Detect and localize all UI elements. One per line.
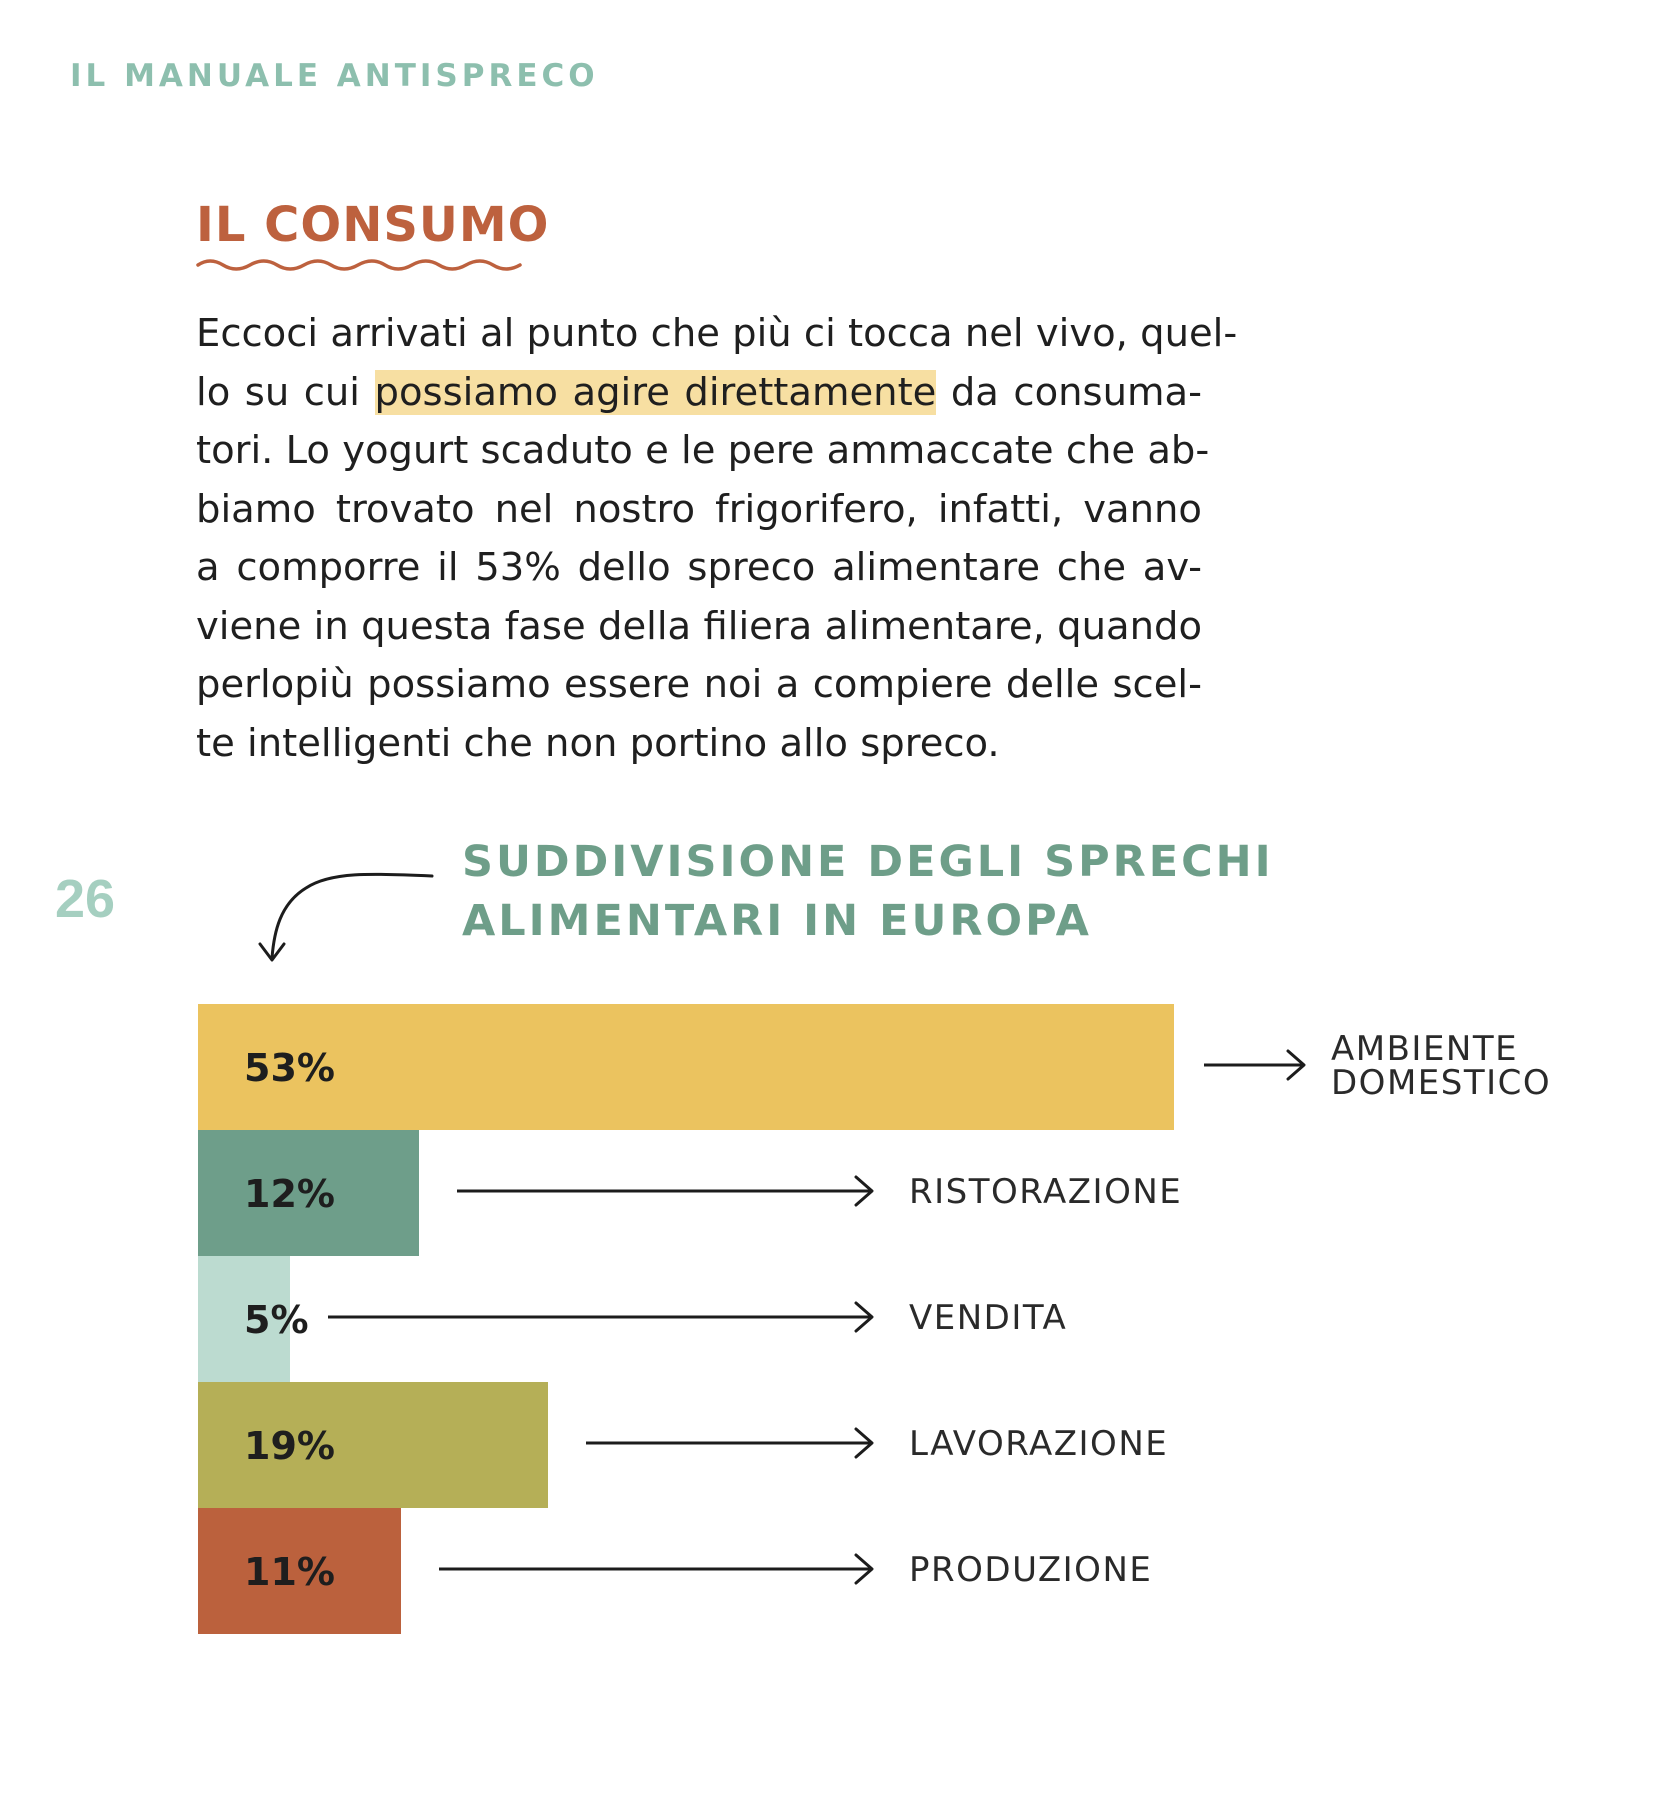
paragraph-text: tori. Lo yogurt scaduto e le pere ammaccate che ab- (196, 428, 1210, 473)
bar-value-label: 5% (244, 1298, 309, 1342)
category-label: PRODUZIONE (909, 1550, 1153, 1590)
bar-0 (198, 1004, 1174, 1130)
chart-title-line-1: SUDDIVISIONE DEGLI SPRECHI (462, 837, 1274, 887)
bar-value-label: 19% (244, 1424, 335, 1468)
running-header: IL MANUALE ANTISPRECO (70, 58, 599, 94)
category-label: RISTORAZIONE (909, 1172, 1183, 1212)
paragraph-text: a comporre il 53% dello spreco alimentare che av- (196, 545, 1202, 590)
bar-value-label: 53% (244, 1046, 335, 1090)
section-title: IL CONSUMO (196, 197, 550, 253)
bar-value-label: 12% (244, 1172, 335, 1216)
highlighted-text: possiamo agire direttamente (374, 369, 937, 415)
page-number: 26 (55, 869, 116, 929)
paragraph-text: lo su cui (196, 369, 375, 415)
paragraph-text: te intelligenti che non portino allo spreco. (196, 720, 1000, 766)
paragraph-text: perlopiù possiamo essere noi a compiere delle scel- (196, 662, 1202, 707)
paragraph-text: biamo trovato nel nostro frigorifero, infatti, vanno (196, 486, 1202, 532)
paragraph-text: da consuma- (936, 369, 1202, 415)
category-label: LAVORAZIONE (909, 1424, 1169, 1464)
category-label: VENDITA (909, 1298, 1068, 1338)
bar-value-label: 11% (244, 1550, 335, 1594)
category-label: AMBIENTE (1331, 1029, 1519, 1069)
category-label: DOMESTICO (1331, 1063, 1552, 1103)
paragraph-text: viene in questa fase della filiera alimentare, quando (196, 603, 1202, 649)
chart-title-line-2: ALIMENTARI IN EUROPA (462, 896, 1092, 946)
paragraph-text: Eccoci arrivati al punto che più ci tocca nel vivo, quel- (196, 311, 1238, 356)
